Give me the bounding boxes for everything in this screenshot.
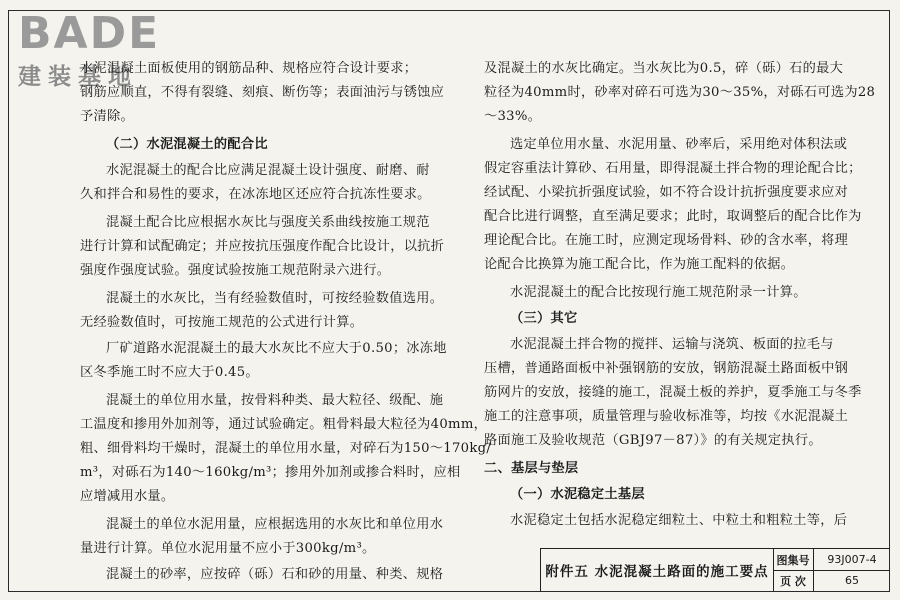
- text-line: 混凝土的砂率，应按碎（砾）石和砂的用量、种类、规格: [106, 567, 444, 582]
- text-line: 理论配合比。在施工时，应测定现场骨料、砂的含水率，将理: [484, 233, 849, 248]
- text-line: 水泥混凝土的配合比按现行施工规范附录一计算。: [510, 285, 807, 300]
- text-line: 进行计算和试配确定；并应按抗压强度作配合比设计，以抗折: [80, 239, 445, 254]
- text-line: 予清除。: [80, 109, 134, 124]
- text-line: 水泥混凝土拌合物的搅拌、运输与浇筑、板面的拉毛与: [510, 337, 834, 352]
- text-line: 假定容重法计算砂、石用量，即得混凝土拌合物的理论配合比；: [484, 161, 862, 176]
- text-line: 混凝土的单位水泥用量，应根据选用的水灰比和单位用水: [106, 517, 444, 532]
- page-number: 65: [845, 574, 859, 587]
- text-line: 区冬季施工时不应大于0.45。: [80, 365, 259, 380]
- text-line: 筋网片的安放，接缝的施工，混凝土板的养护，夏季施工与冬季: [484, 385, 862, 400]
- text-line: 水泥混凝土的配合比应满足混凝土设计强度、耐磨、耐: [106, 163, 430, 178]
- text-line: 选定单位用水量、水泥用量、砂率后，采用绝对体积法或: [510, 137, 848, 152]
- text-line: 水泥混凝土面板使用的钢筋品种、规格应符合设计要求；: [80, 61, 418, 76]
- text-line: 久和拌合和易性的要求，在冰冻地区还应符合抗冻性要求。: [80, 187, 431, 202]
- text-line: ～33%。: [484, 109, 542, 124]
- page-label: 页 次: [773, 570, 814, 591]
- text-line: 论配合比换算为施工配合比，作为施工配料的依据。: [484, 257, 795, 272]
- drawing-number: 93J007-4: [814, 549, 890, 571]
- drawing-title: 附件五 水泥混凝土路面的施工要点: [541, 549, 774, 591]
- text-line: 混凝土的水灰比，当有经验数值时，可按经验数值选用。: [106, 291, 444, 306]
- section-heading: （一）水泥稳定土基层: [510, 487, 645, 502]
- title-block: [540, 548, 890, 592]
- text-line: 应增减用水量。: [80, 489, 175, 504]
- text-line: 粒径为40mm时，砂率对碎石可选为30～35%，对砾石可选为28: [484, 85, 876, 100]
- text-line: 工温度和掺用外加剂等，通过试验确定。粗骨料最大粒径为40mm，: [80, 417, 488, 432]
- logo-brand: BADE: [18, 8, 161, 59]
- text-line: 混凝土的单位用水量，按骨料种类、最大粒径、级配、施: [106, 393, 444, 408]
- text-line: 及混凝土的水灰比确定。当水灰比为0.5，碎（砾）石的最大: [484, 61, 844, 76]
- logo-subtitle: 建装基地: [18, 64, 138, 90]
- chapter-heading: 二、基层与垫层: [484, 461, 579, 476]
- section-heading: （二）水泥混凝土的配合比: [106, 137, 268, 152]
- text-line: 厂矿道路水泥混凝土的最大水灰比不应大于0.50；冰冻地: [106, 341, 447, 356]
- text-line: 混凝土配合比应根据水灰比与强度关系曲线按施工规范: [106, 215, 430, 230]
- text-line: 无经验数值时，可按施工规范的公式进行计算。: [80, 315, 364, 330]
- text-line: 强度作强度试验。强度试验按施工规范附录六进行。: [80, 263, 391, 278]
- text-line: 粗、细骨料均干燥时，混凝土的单位用水量，对碎石为150～170kg/: [80, 441, 492, 456]
- section-heading: （三）其它: [510, 311, 578, 326]
- text-line: 经试配、小梁抗折强度试验，如不符合设计抗折强度要求应对: [484, 185, 849, 200]
- text-line: 量进行计算。单位水泥用量不应小于300kg/m³。: [80, 541, 376, 556]
- text-line: 钢筋应顺直，不得有裂缝、刻痕、断伤等；表面油污与锈蚀应: [80, 85, 445, 100]
- drawing-number-label: 图集号: [773, 549, 814, 571]
- text-line: 压槽，普通路面板中补强钢筋的安放，钢筋混凝土路面板中钢: [484, 361, 849, 376]
- text-line: 水泥稳定土包括水泥稳定细粒土、中粒土和粗粒土等，后: [510, 513, 848, 528]
- text-line: 施工的注意事项，质量管理与验收标准等，均按《水泥混凝土: [484, 409, 849, 424]
- text-line: 配合比进行调整，直至满足要求；此时，取调整后的配合比作为: [484, 209, 862, 224]
- text-line: m³，对砾石为140～160kg/m³；掺用外加剂或掺合料时，应相: [80, 465, 461, 480]
- text-line: 路面施工及验收规范（GBJ97－87）》的有关规定执行。: [484, 433, 822, 448]
